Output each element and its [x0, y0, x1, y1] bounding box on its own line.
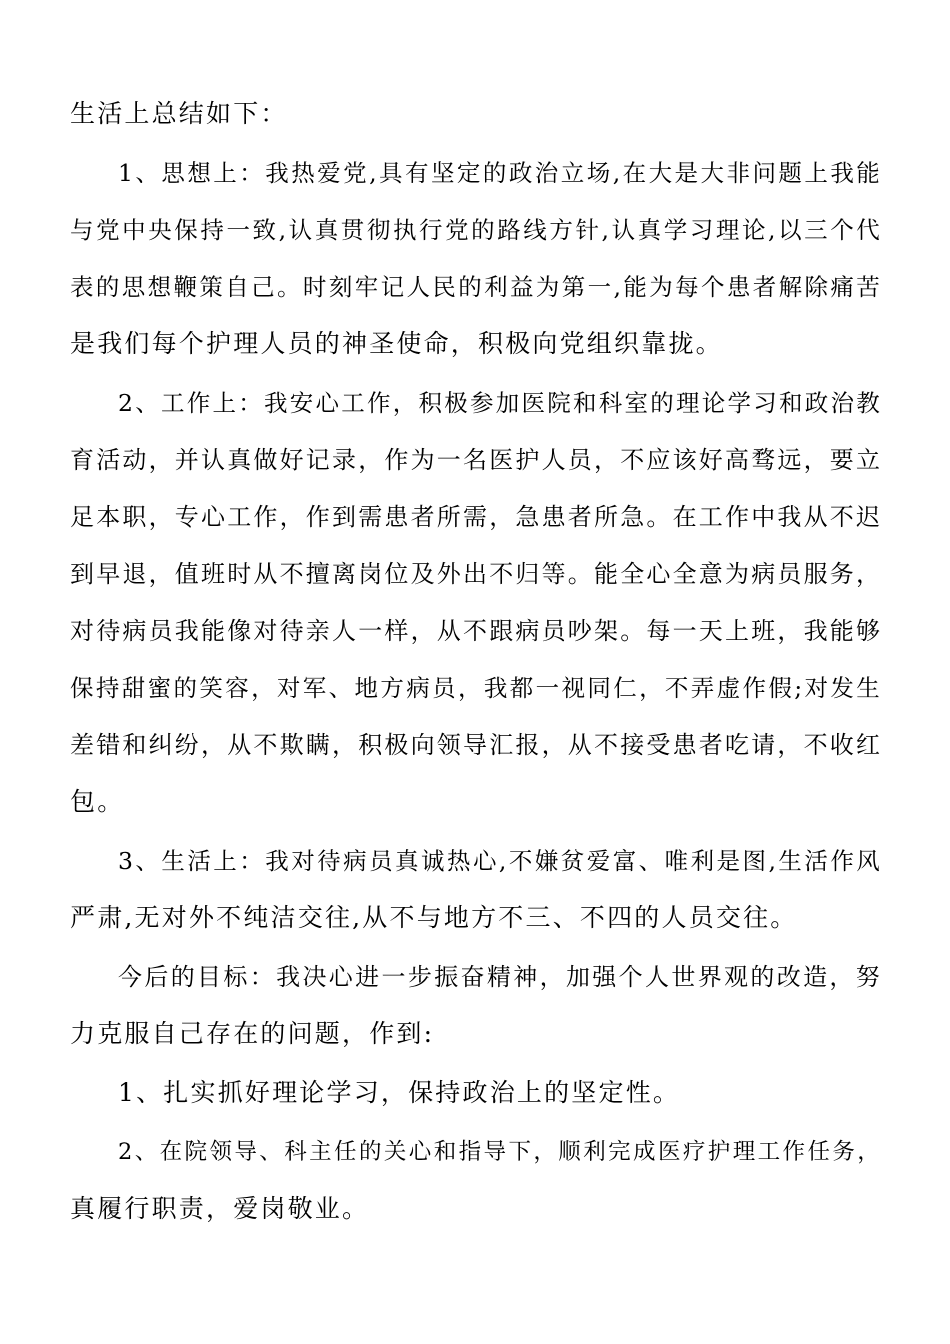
text-line: 足本职，专心工作，作到需患者所需，急患者所急。在工作中我从不迟 [70, 503, 883, 531]
text-line: 与党中央保持一致,认真贯彻执行党的路线方针,认真学习理论,以三个代 [70, 216, 882, 244]
text-line: 真履行职责，爱岗敬业。 [70, 1194, 370, 1223]
text-line: 对待病员我能像对待亲人一样，从不跟病员吵架。每一天上班，我能够 [70, 617, 883, 645]
text-line: 差错和纠纷，从不欺瞒，积极向领导汇报，从不接受患者吃请，不收红 [70, 731, 883, 759]
text-line: 保持甜蜜的笑容，对军、地方病员，我都一视同仁，不弄虚作假;对发生 [70, 674, 882, 702]
text-line: 育活动，并认真做好记录，作为一名医护人员，不应该好高骛远，要立 [70, 446, 883, 474]
text-line: 1、扎实抓好理论学习，保持政治上的坚定性。 [118, 1078, 681, 1107]
text-line: 到早退，值班时从不擅离岗位及外出不归等。能全心全意为病员服务， [70, 560, 883, 588]
text-line: 2、工作上：我安心工作，积极参加医院和科室的理论学习和政治教 [118, 389, 882, 417]
text-line: 3、生活上：我对待病员真诚热心,不嫌贫爱富、唯利是图,生活作风 [118, 847, 882, 875]
text-line: 严肃,无对外不纯洁交往,从不与地方不三、不四的人员交往。 [70, 903, 798, 932]
text-line: 1、思想上：我热爱党,具有坚定的政治立场,在大是大非问题上我能 [118, 159, 882, 187]
text-line: 今后的目标：我决心进一步振奋精神，加强个人世界观的改造，努 [118, 963, 882, 991]
text-line: 生活上总结如下： [70, 99, 288, 128]
text-line: 是我们每个护理人员的神圣使命，积极向党组织靠拢。 [70, 329, 723, 358]
text-line: 包。 [70, 787, 125, 816]
text-line: 表的思想鞭策自己。时刻牢记人民的利益为第一,能为每个患者解除痛苦 [70, 273, 882, 301]
text-line: 2、在院领导、科主任的关心和指导下，顺利完成医疗护理工作任务， [118, 1139, 882, 1165]
text-line: 力克服自己存在的问题，作到: [70, 1019, 435, 1048]
